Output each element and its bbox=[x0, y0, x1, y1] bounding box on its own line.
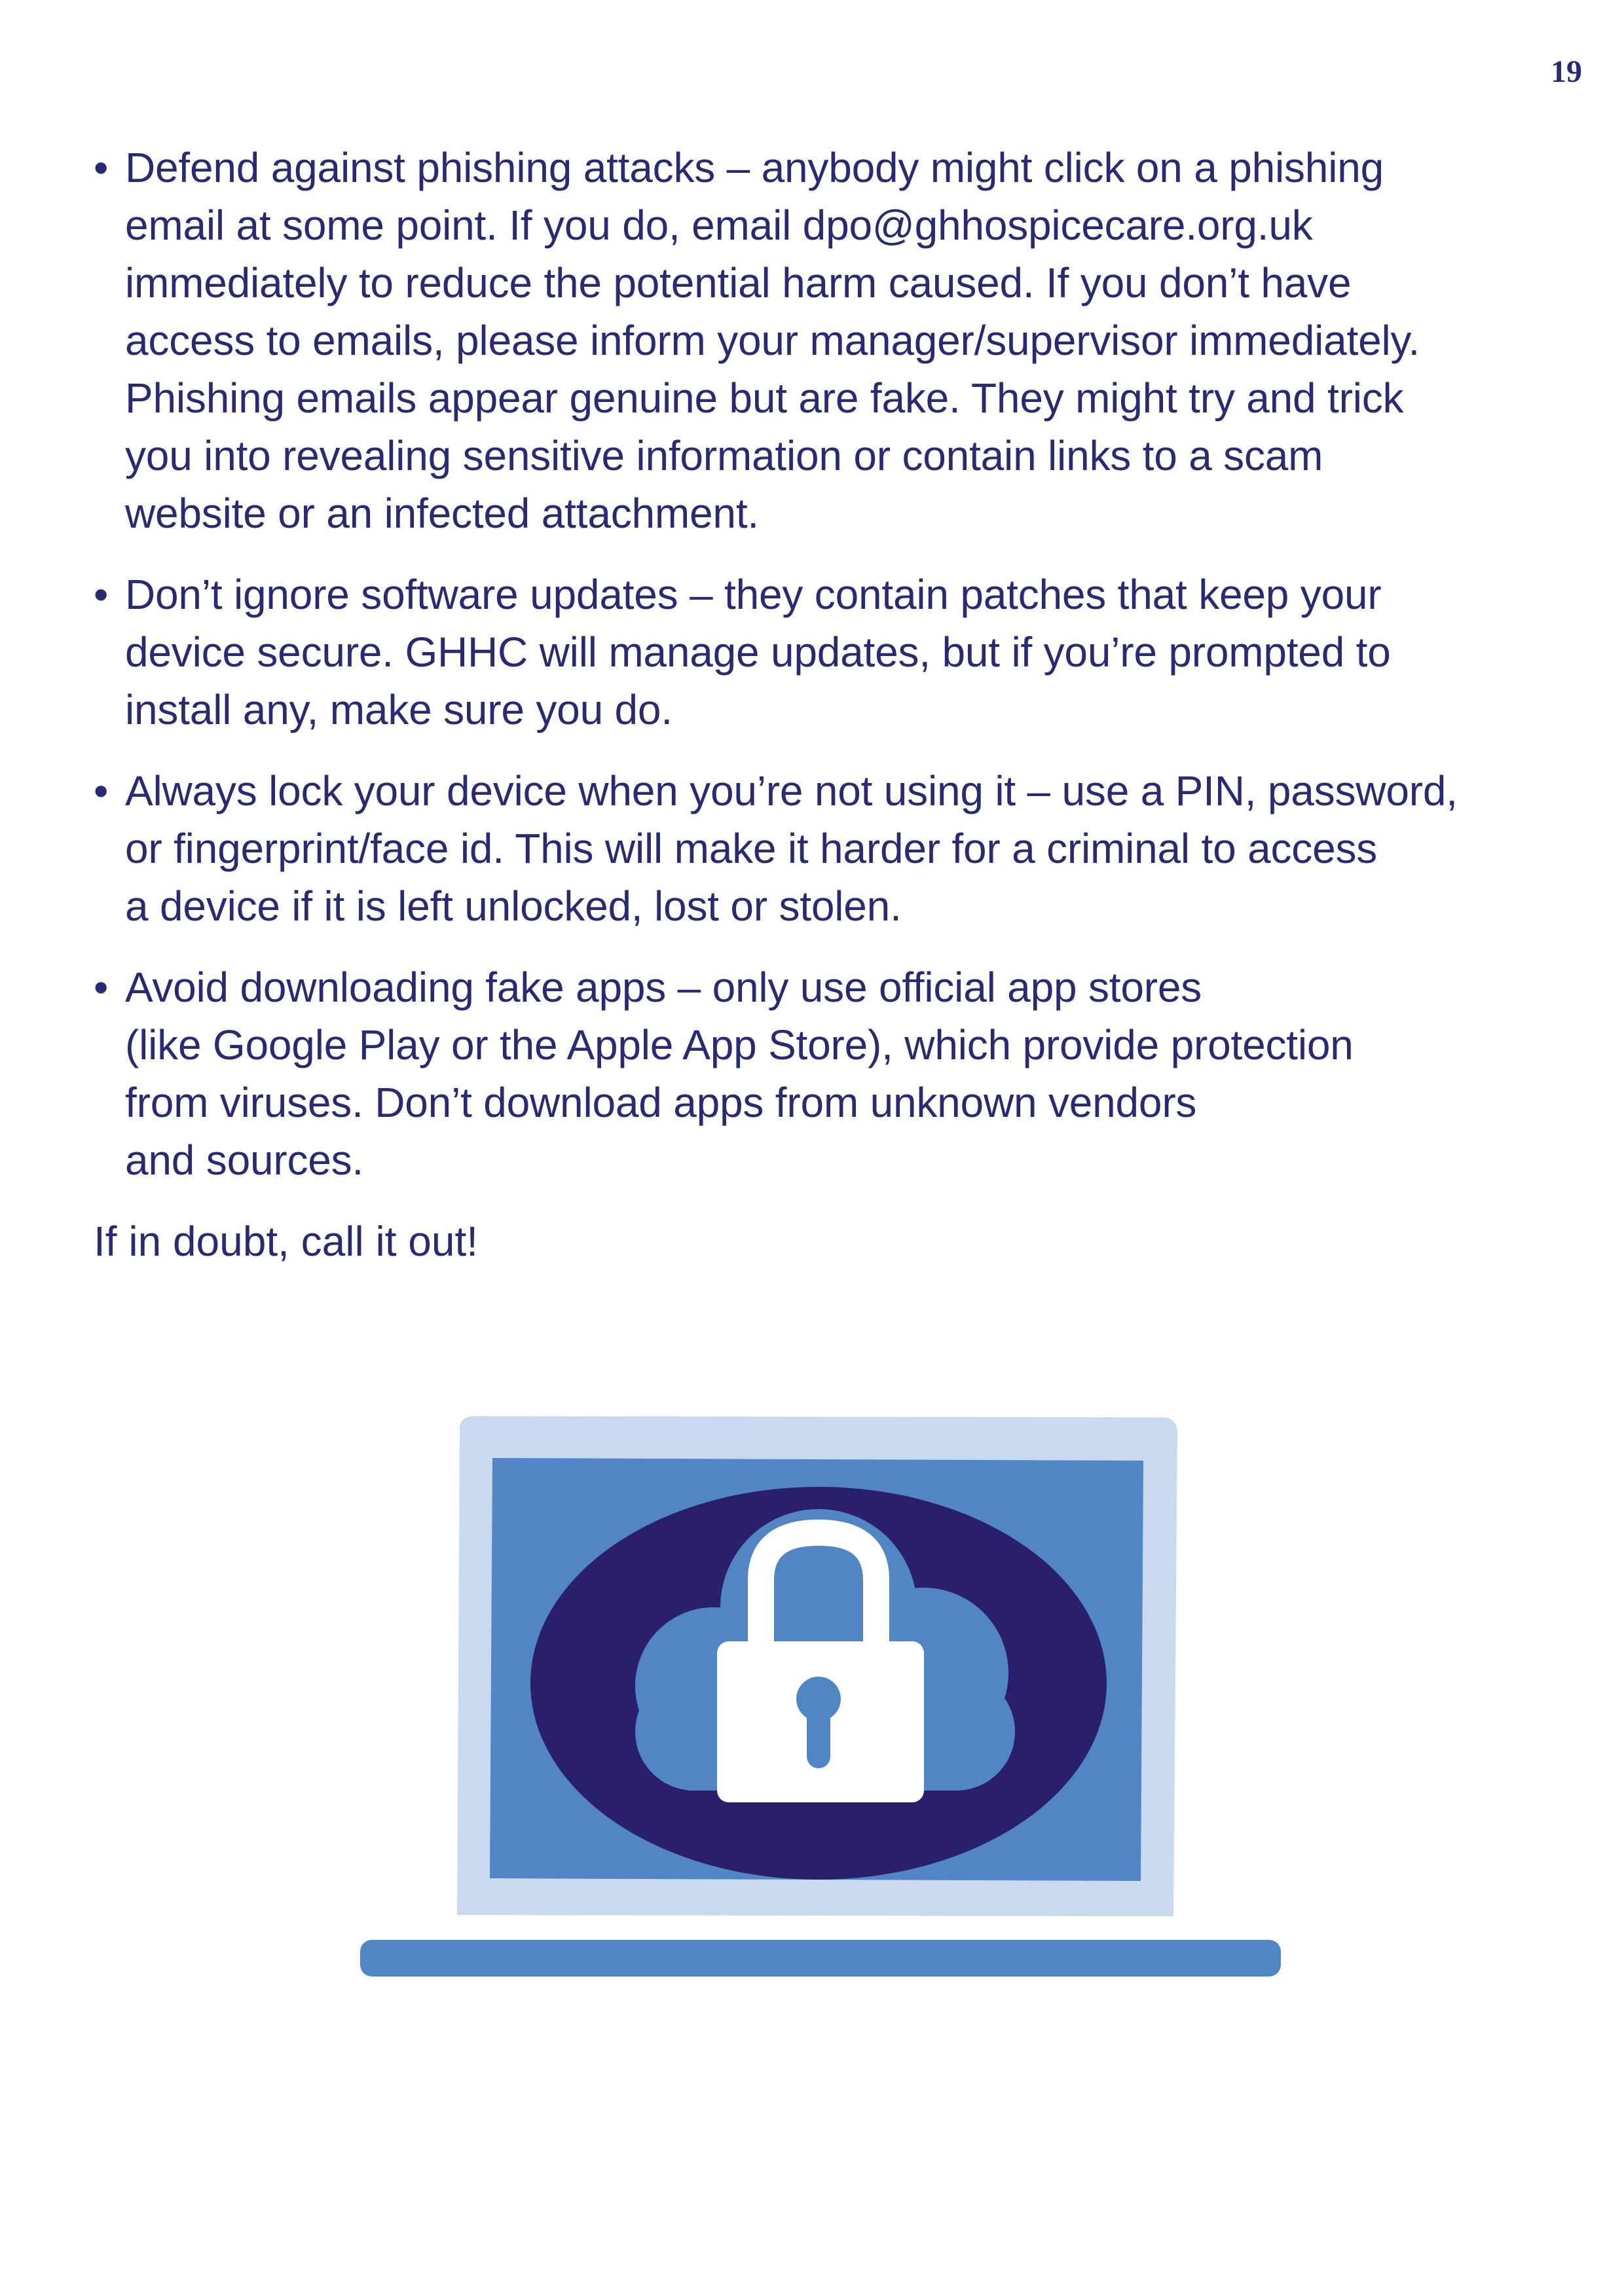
bullet-line: email at some point. If you do, email dpo@ghhospicecare.org.uk bbox=[125, 202, 1313, 249]
bullet-line: Always lock your device when you’re not using it – use a PIN, password, bbox=[125, 767, 1458, 814]
bullet-phishing bbox=[94, 139, 1560, 542]
bullet-line: Defend against phishing attacks – anybody might click on a phishing bbox=[125, 144, 1384, 191]
bullet-line: Don’t ignore software updates – they contain patches that keep your bbox=[125, 571, 1382, 618]
bullet-line: access to emails, please inform your manager/supervisor immediately. bbox=[125, 317, 1420, 364]
bullet-line: from viruses. Don’t download apps from unknown vendors bbox=[125, 1079, 1197, 1126]
bullet-line: device secure. GHHC will manage updates, but if you’re prompted to bbox=[125, 629, 1391, 676]
page-number: 19 bbox=[1551, 54, 1582, 89]
bullet-line: (like Google Play or the Apple App Store), which provide protection bbox=[125, 1021, 1354, 1068]
bullet-line: install any, make sure you do. bbox=[125, 686, 673, 733]
bullet-list bbox=[94, 139, 1560, 1189]
bullet-symbol: • bbox=[94, 144, 109, 191]
bullet-line: website or an infected attachment. bbox=[125, 490, 759, 537]
bullet-line: Phishing emails appear genuine but are fake. They might try and trick bbox=[125, 374, 1404, 422]
bullet-software-updates bbox=[94, 566, 1560, 738]
laptop-base bbox=[360, 1940, 1281, 1977]
bullet-symbol: • bbox=[94, 964, 109, 1011]
bullet-lock-device bbox=[94, 762, 1560, 935]
bullet-line: and sources. bbox=[125, 1137, 364, 1184]
bullet-line: a device if it is left unlocked, lost or stolen. bbox=[125, 883, 902, 930]
bullet-fake-apps bbox=[94, 958, 1560, 1189]
bullet-line: Avoid downloading fake apps – only use official app stores bbox=[125, 964, 1202, 1011]
bullet-line: immediately to reduce the potential harm caused. If you don’t have bbox=[125, 259, 1352, 306]
main-content bbox=[94, 139, 1560, 1270]
laptop-cloud-lock-icon bbox=[347, 1411, 1290, 1987]
closing-statement: If in doubt, call it out! bbox=[94, 1218, 478, 1265]
bullet-symbol: • bbox=[94, 571, 109, 618]
bullet-line: or fingerprint/face id. This will make it harder for a criminal to access bbox=[125, 825, 1378, 872]
bullet-symbol: • bbox=[94, 767, 109, 814]
bullet-line: you into revealing sensitive information or contain links to a scam bbox=[125, 432, 1323, 479]
